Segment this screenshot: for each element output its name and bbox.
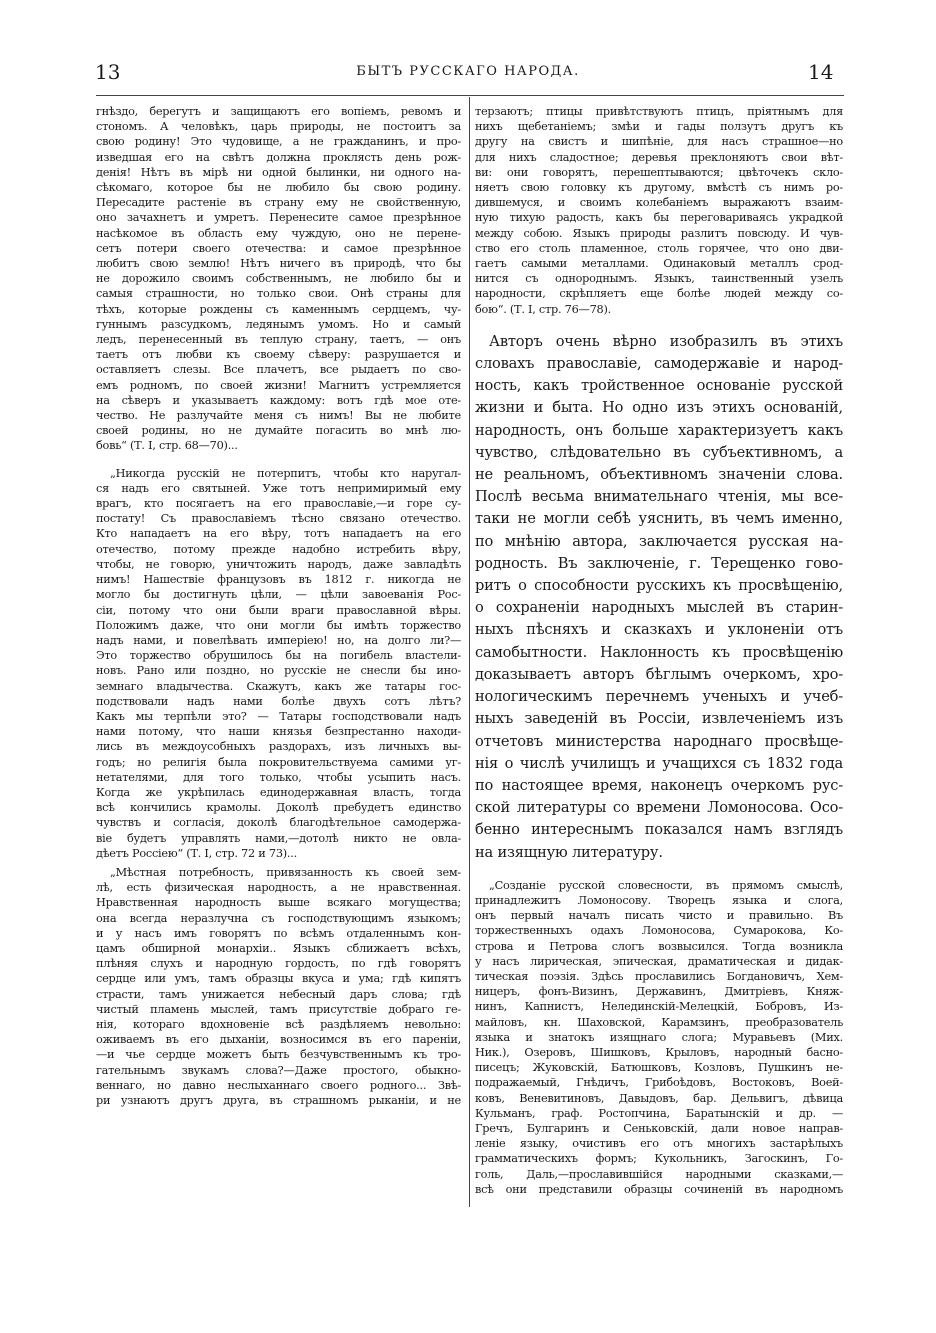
text-line: нетателями, для того только, чтобы усыпить насъ. xyxy=(96,770,461,784)
text-line: „Мѣстная потребность, привязанность къ своей зем- xyxy=(110,865,461,879)
text-line: новъ. Рано или поздно, но русскіе не снесли бы ино- xyxy=(96,664,461,678)
text-line: другу на свистъ и шипѣніе, для насъ страшное—но xyxy=(475,135,843,149)
text-line: могло бы достигнуть цѣли, — цѣли завоеванія Рос- xyxy=(96,588,461,602)
text-line: нами потому, что наши князья безпрестанно находи- xyxy=(96,725,461,739)
text-line: Нравственная народность выше всякаго могущества; xyxy=(96,896,461,910)
text-line: цамъ обширной монархіи.. Языкъ сближаетъ всѣхъ, xyxy=(96,941,461,955)
text-line: Ник.), Озеровъ, Шишковъ, Крыловъ, народный басно- xyxy=(475,1045,843,1059)
text-line: ныхъ пѣсняхъ и сказкахъ и уклоненіи отъ xyxy=(475,621,843,639)
text-line: изведшая его на свѣтъ должна проклясть день рож- xyxy=(96,150,461,164)
text-line: на изящную литературу. xyxy=(475,843,663,861)
header-rule xyxy=(96,95,844,96)
text-line: —и чье сердце можетъ быть безчувственнымъ къ тро- xyxy=(96,1048,461,1062)
text-line: отчетовъ министерства народнаго просвѣще- xyxy=(475,732,843,750)
right-para-1 xyxy=(475,104,843,317)
text-line: принадлежитъ Ломоносову. Творецъ языка и слога, xyxy=(475,893,843,907)
text-line: „Созданіе русской словесности, въ прямомъ смыслѣ, xyxy=(489,878,843,892)
text-line: дившемуся, и своимъ колебаніемъ выражаютъ взаим- xyxy=(475,196,843,210)
text-line: нихъ щебетаніемъ; змѣи и гады ползутъ другъ къ xyxy=(475,120,843,134)
text-line: годъ; но религія была покровительствуема самими уг- xyxy=(96,755,461,769)
text-line: по настоящее время, наконецъ очеркомъ рус- xyxy=(475,776,843,794)
text-line: бенно интереснымъ показался намъ взглядъ xyxy=(475,821,843,839)
text-line: сетъ потери своего отечества: и самое презрѣнное xyxy=(96,241,461,255)
text-line: самыя страшности, но только свои. Онѣ страны для xyxy=(96,287,461,301)
text-line: надъ нами, и повелѣвать имперіею! но, на долго ли?— xyxy=(96,633,461,647)
text-line: своей родины, но не думайте погасить во мнѣ лю- xyxy=(96,424,461,438)
text-line: подражаемый, Гнѣдичъ, Грибоѣдовъ, Востоковъ, Воей- xyxy=(475,1076,843,1090)
text-line: тическая поэзія. Здѣсь прославились Богдановичъ, Хем- xyxy=(475,969,843,983)
text-line: на сѣверъ и указываетъ каждому: вотъ гдѣ мое оте- xyxy=(96,393,461,407)
text-line: сердце или умъ, тамъ образцы вкуса и ума; гдѣ кипятъ xyxy=(96,972,461,986)
text-line: народность, онъ больше характеризуетъ какъ xyxy=(475,421,843,439)
text-line: всѣ они представили образцы сочиненій въ народномъ xyxy=(475,1182,843,1196)
right-column xyxy=(475,104,843,1197)
text-line: для нихъ сладостное; деревья преклоняютъ свои вѣт- xyxy=(475,150,843,164)
text-line: гаетъ самыми металлами. Одинаковый металлъ срод- xyxy=(475,257,843,271)
left-para-1 xyxy=(96,104,461,454)
text-line: родность. Въ заключеніе, г. Терещенко гово- xyxy=(475,554,843,572)
text-line: Авторъ очень вѣрно изобразилъ въ этихъ xyxy=(489,332,843,350)
text-line: веннаго, но давно неслыханнаго своего родного... Звѣ- xyxy=(96,1078,461,1092)
text-line: сіи, потому что они были враги православной вѣры. xyxy=(96,603,461,617)
text-line: словахъ православіе, самодержавіе и народ- xyxy=(475,355,843,373)
text-line: торжественныхъ одахъ Ломоносова, Сумарокова, Ко- xyxy=(475,924,843,938)
text-line: по мнѣнію автора, заключается русская на- xyxy=(475,532,843,550)
text-line: врагъ, кто посягаетъ на его православіе,—и горе су- xyxy=(96,497,461,511)
text-line: жизни и быта. Но одно изъ этихъ основаній, xyxy=(475,399,843,417)
text-line: леніе языку, очистивъ его отъ многихъ застарѣлыхъ xyxy=(475,1137,843,1151)
left-column xyxy=(96,104,461,1108)
text-line: таки не могли себѣ уяснить, въ чемъ именно, xyxy=(475,510,843,528)
text-line: насѣкомое въ область ему чуждую, оно не перене- xyxy=(96,226,461,240)
text-line: отечество, потому прежде надобно истребить вѣру, xyxy=(96,542,461,556)
text-line: стономъ. А человѣкъ, царь природы, не постоитъ за xyxy=(96,120,461,134)
text-line: Послѣ весьма внимательнаго чтенія, мы все- xyxy=(475,488,843,506)
text-line: емъ родномъ, по своей жизни! Магнитъ устремляется xyxy=(96,378,461,392)
left-page-number: 13 xyxy=(95,60,121,84)
text-line: ковъ, Веневитиновъ, Давыдовъ, бар. Дельвигъ, дѣвица xyxy=(475,1091,843,1105)
text-line: няетъ свою головку къ другому, вмѣстѣ съ нимъ ро- xyxy=(475,181,843,195)
text-line: гнѣздо, берегутъ и защищаютъ его вопіемъ, ревомъ и xyxy=(96,105,461,118)
text-line: тѣхъ, которые рождены съ каменнымъ сердцемъ, чу- xyxy=(96,302,461,316)
text-line: майловъ, кн. Шаховской, Карамзинъ, преобразователь xyxy=(475,1015,843,1029)
text-line: Кто нападаетъ на его вѣру, тотъ нападаетъ на его xyxy=(96,527,461,541)
text-line: терзаютъ; птицы привѣтствуютъ птицъ, пріятнымъ для xyxy=(475,105,843,118)
text-line: „Никогда русскій не потерпитъ, чтобы кто наругал- xyxy=(110,466,461,480)
left-para-3 xyxy=(96,865,461,1108)
left-para-2 xyxy=(96,466,461,861)
text-line: всѣ кончились крамолы. Доколѣ пребудетъ единство xyxy=(96,801,461,815)
text-line: онъ первый началъ писать чисто и правильно. Въ xyxy=(475,909,843,923)
text-line: нинъ, Капнистъ, Нелединскій-Мелецкій, Бобровъ, Из- xyxy=(475,1000,843,1014)
text-line: нится съ однороднымъ. Языкъ, таинственный узелъ xyxy=(475,272,843,286)
text-line: не дорожило своимъ собственнымъ, не любило бы и xyxy=(96,272,461,286)
text-line: лѣ, есть физическая народность, а не нравственная. xyxy=(96,881,461,895)
text-line: она всегда неразлучна съ господствующимъ языкомъ; xyxy=(96,911,461,925)
text-line: Пересадите растеніе въ страну ему не свойственную, xyxy=(96,196,461,210)
text-line: ницеръ, фонъ-Визинъ, Державинъ, Дмитріевъ, Княж- xyxy=(475,985,843,999)
text-line: чувствъ и согласія, доколѣ благодѣтельное самодержа- xyxy=(96,816,461,830)
text-line: народности, скрѣпляетъ еще болѣе людей между со- xyxy=(475,287,843,301)
text-line: подствовали надъ нами болѣе двухъ сотъ лѣтъ? xyxy=(96,694,461,708)
text-line: ви: они говорятъ, перешептываются; цвѣточекъ скло- xyxy=(475,165,843,179)
text-line: гуннымъ разсудкомъ, ледянымъ умомъ. Но и самый xyxy=(96,317,461,331)
text-line: ство его столь пламенное, столь горячее, что оно дви- xyxy=(475,241,843,255)
text-line: чистый пламень мыслей, тамъ присутствіе добраго ге- xyxy=(96,1002,461,1016)
text-line: ледъ, перенесенный въ теплую страну, таетъ, — онъ xyxy=(96,333,461,347)
text-line: писецъ; Жуковскій, Батюшковъ, Козловъ, Пушкинъ не- xyxy=(475,1061,843,1075)
text-line: у насъ лирическая, эпическая, драматическая и дидак- xyxy=(475,954,843,968)
text-line: Это торжество обрушилось бы на погибель властели- xyxy=(96,649,461,663)
right-para-2-commentary xyxy=(475,331,843,864)
right-para-3-quote xyxy=(475,878,843,1197)
text-line: нія о числѣ училищъ и учащихся съ 1832 года xyxy=(475,754,843,772)
text-line: бою“. (Т. I, стр. 76—78). xyxy=(475,302,611,316)
column-divider xyxy=(469,97,470,1207)
text-line: свою родину! Это чудовище, а не гражданинъ, и про- xyxy=(96,135,461,149)
text-line: не реальномъ, объективномъ значеніи слова. xyxy=(475,466,843,484)
text-line: чтобы, не говорю, уничтожить народъ, даже завладѣть xyxy=(96,557,461,571)
text-line: Какъ мы терпѣли это? — Татары господствовали надъ xyxy=(96,709,461,723)
text-line: постату! Съ православіемъ тѣсно связано отечество. xyxy=(96,512,461,526)
text-line: дѣетъ Россіею“ (Т. I, стр. 72 и 73)... xyxy=(96,846,297,860)
text-line: нологическимъ перечнемъ ученыхъ и учеб- xyxy=(475,688,843,706)
text-line: страсти, тамъ унижается небесный даръ слова; гдѣ xyxy=(96,987,461,1001)
text-line: самобытности. Наклонность къ просвѣщенію xyxy=(475,643,843,661)
text-line: ную тихую радость, какъ бы переговариваясь украдкой xyxy=(475,211,843,225)
text-line: и у насъ имъ говорятъ по всѣмъ отдаленнымъ кон- xyxy=(96,926,461,940)
text-line: гательнымъ звукамъ слова?—Даже простого, обыкно- xyxy=(96,1063,461,1077)
text-line: любитъ свою землю! Нѣтъ ничего въ природѣ, что бы xyxy=(96,257,461,271)
text-line: нія, котораго вдохновеніе всѣ раздѣляемъ невольно: xyxy=(96,1017,461,1031)
text-line: земнаго владычества. Скажутъ, какъ же татары гос- xyxy=(96,679,461,693)
text-line: строва и Петрова слогъ возвысился. Тогда возникла xyxy=(475,939,843,953)
text-line: таетъ отъ любви къ своему сѣверу: разрушается и xyxy=(96,348,461,362)
text-line: между собою. Языкъ природы разлитъ повсюду. И чув- xyxy=(475,226,843,240)
text-line: оно зачахнетъ и умретъ. Перенесите самое презрѣнное xyxy=(96,211,461,225)
text-line: ри узнаютъ другъ друга, въ страшномъ рыканіи, и не xyxy=(96,1094,461,1107)
text-line: ритъ о способности русскихъ къ просвѣщенію, xyxy=(475,577,843,595)
text-line: Когда же укрѣпилась единодержавная власть, тогда xyxy=(96,785,461,799)
text-line: ныхъ заведеній въ Россіи, извлеченіемъ изъ xyxy=(475,710,843,728)
text-line: віе будетъ управлять нами,—дотолѣ никто не овла- xyxy=(96,831,461,845)
text-line: ность, какъ тройственное основаніе русской xyxy=(475,377,843,395)
text-line: Положимъ даже, что они могли бы имѣть торжество xyxy=(96,618,461,632)
text-line: лись въ междоусобныхъ раздорахъ, изъ личныхъ вы- xyxy=(96,740,461,754)
text-line: ской литературы со времени Ломоносова. Осо- xyxy=(475,799,843,817)
text-line: бовь“ (Т. I, стр. 68—70)... xyxy=(96,439,238,453)
text-line: оживаемъ въ его дыханіи, возносимся въ его пареніи, xyxy=(96,1033,461,1047)
text-line: доказываетъ авторъ бѣглымъ очеркомъ, хро- xyxy=(475,665,843,683)
text-line: чество. Не разлучайте меня съ нимъ! Вы не любите xyxy=(96,409,461,423)
text-line: голь, Даль,—прославившійся народными сказками,— xyxy=(475,1167,843,1181)
right-page-number: 14 xyxy=(808,60,834,84)
text-line: сѣкомаго, которое бы не любило бы свою родину. xyxy=(96,181,461,195)
text-line: о сохраненіи народныхъ мыслей въ старин- xyxy=(475,599,843,617)
text-line: Гречъ, Булгаринъ и Сеньковскій, дали новое направ- xyxy=(475,1121,843,1135)
text-line: языка и знатокъ изящнаго слога; Муравьевъ (Мих. xyxy=(475,1030,843,1044)
text-line: ся надъ его святыней. Уже тотъ непримиримый ему xyxy=(96,481,461,495)
text-line: денія! Нѣтъ въ мірѣ ни одной былинки, ни одного на- xyxy=(96,165,461,179)
text-line: Кульманъ, граф. Ростопчина, Баратынскій и др. — xyxy=(475,1106,843,1120)
running-title: БЫТЪ РУССКАГО НАРОДА. xyxy=(356,64,580,79)
text-line: грамматическихъ формъ; Кукольникъ, Загоскинъ, Го- xyxy=(475,1152,843,1166)
text-line: нимъ! Нашествіе французовъ въ 1812 г. никогда не xyxy=(96,573,461,587)
text-line: оставляетъ слезы. Все плачетъ, все рыдаетъ по сво- xyxy=(96,363,461,377)
text-line: плѣняя слухъ и народную гордость, по гдѣ говорятъ xyxy=(96,957,461,971)
text-line: чувство, слѣдовательно въ субъективномъ, а xyxy=(475,443,843,461)
